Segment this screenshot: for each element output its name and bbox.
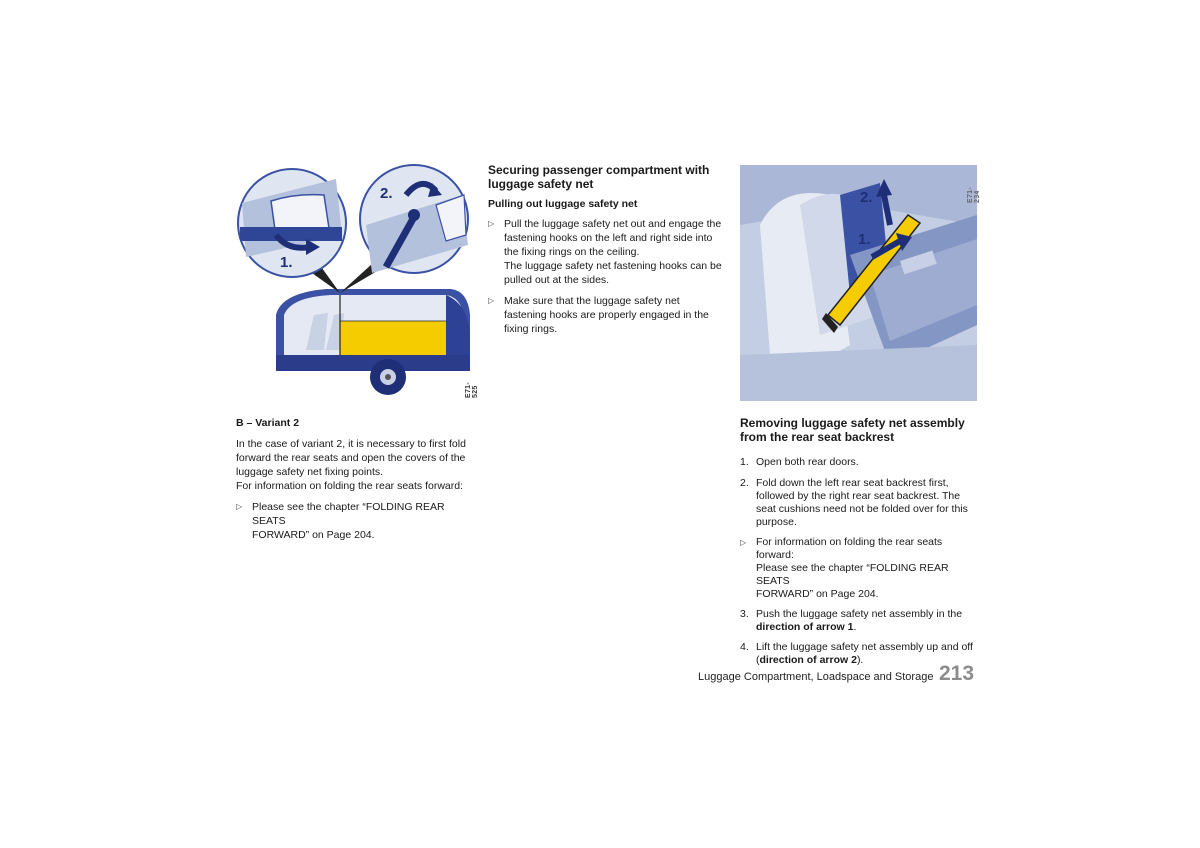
bullet-line: forward: [756, 549, 794, 561]
punctuation: ). [856, 654, 864, 666]
figure-label-1: 1. [858, 231, 871, 248]
bullet-line: FORWARD” on Page 204. [252, 529, 375, 541]
bullet-item [488, 217, 728, 287]
bullet-item [740, 536, 980, 601]
step-line [756, 621, 980, 634]
bullet-line: Make sure that the luggage safety net [504, 295, 680, 307]
bullet-item [488, 294, 728, 336]
step-number: 1. [740, 456, 749, 468]
section-heading: Removing luggage safety net assembly [740, 416, 965, 430]
paragraph-line: luggage safety net fixing points. [236, 466, 384, 478]
bullet-line: fastening hooks are properly engaged in the [504, 309, 709, 321]
paragraph-line: For information on folding the rear seats forward: [236, 480, 464, 492]
punctuation: . [853, 621, 857, 633]
bullet-item [236, 500, 478, 542]
bullet-line: The luggage safety net fastening hooks can be [504, 260, 722, 272]
figure-seat-net-cassette [740, 165, 981, 401]
figure-label-1: 1. [280, 254, 293, 271]
section-heading: luggage safety net [488, 177, 594, 191]
bullet-line: Pull the luggage safety net out and engage the [504, 218, 722, 230]
emphasis: direction of arrow 2 [759, 654, 857, 666]
step-line: Fold down the left rear seat backrest first, [756, 477, 949, 489]
step-line: Open both rear doors. [756, 456, 859, 468]
step-line: seat cushions need not be folded over for this [756, 503, 968, 515]
numbered-step [740, 477, 980, 529]
step-line: Lift the luggage safety net assembly up and off [756, 641, 973, 653]
figure-label-2: 2. [380, 185, 393, 202]
numbered-step [740, 456, 980, 469]
triangle-bullet-icon: ▷ [740, 538, 747, 547]
triangle-bullet-icon: ▷ [488, 219, 495, 228]
step-number: 2. [740, 477, 749, 489]
subheading: Pulling out luggage safety net [488, 198, 638, 210]
page-number: 213 [939, 662, 975, 685]
section-heading: B – Variant 2 [236, 417, 300, 429]
step-line: followed by the right rear seat backrest. The [756, 490, 961, 502]
bullet-line: the fixing rings on the ceiling. [504, 246, 640, 258]
bullet-line: For information on folding the rear seats [756, 536, 943, 548]
bullet-line: fastening hooks on the left and right side into [504, 232, 713, 244]
figure-car-luggage-net [236, 165, 479, 400]
right-column [740, 416, 980, 667]
step-number: 3. [740, 608, 749, 620]
bullet-line: Please see the chapter “FOLDING REAR SEATS [252, 501, 445, 527]
step-line: purpose. [756, 516, 797, 528]
figure-code: E71-525 [465, 382, 479, 398]
section-heading: Securing passenger compartment with [488, 163, 710, 177]
middle-column [488, 163, 728, 336]
triangle-bullet-icon: ▷ [488, 296, 495, 305]
paragraph-line: In the case of variant 2, it is necessary to first fold [236, 438, 466, 450]
paragraph-line: forward the rear seats and open the covers of the [236, 452, 466, 464]
bullet-line: FORWARD” on Page 204. [756, 588, 879, 600]
bullet-line: pulled out at the sides. [504, 274, 610, 286]
triangle-bullet-icon: ▷ [236, 502, 243, 511]
section-heading: from the rear seat backrest [740, 430, 895, 444]
punctuation: ( [756, 654, 760, 666]
bullet-line: fixing rings. [504, 323, 558, 335]
numbered-step [740, 608, 980, 634]
left-column [236, 416, 478, 542]
figure-label-2: 2. [860, 189, 873, 206]
bullet-line: Please see the chapter “FOLDING REAR SEATS [756, 562, 949, 587]
emphasis: direction of arrow 1 [756, 621, 854, 633]
footer-section-title: Luggage Compartment, Loadspace and Storage [698, 671, 934, 683]
figure-code: E71-234 [967, 187, 981, 203]
step-line: Push the luggage safety net assembly in the [756, 608, 963, 620]
step-number: 4. [740, 641, 749, 653]
